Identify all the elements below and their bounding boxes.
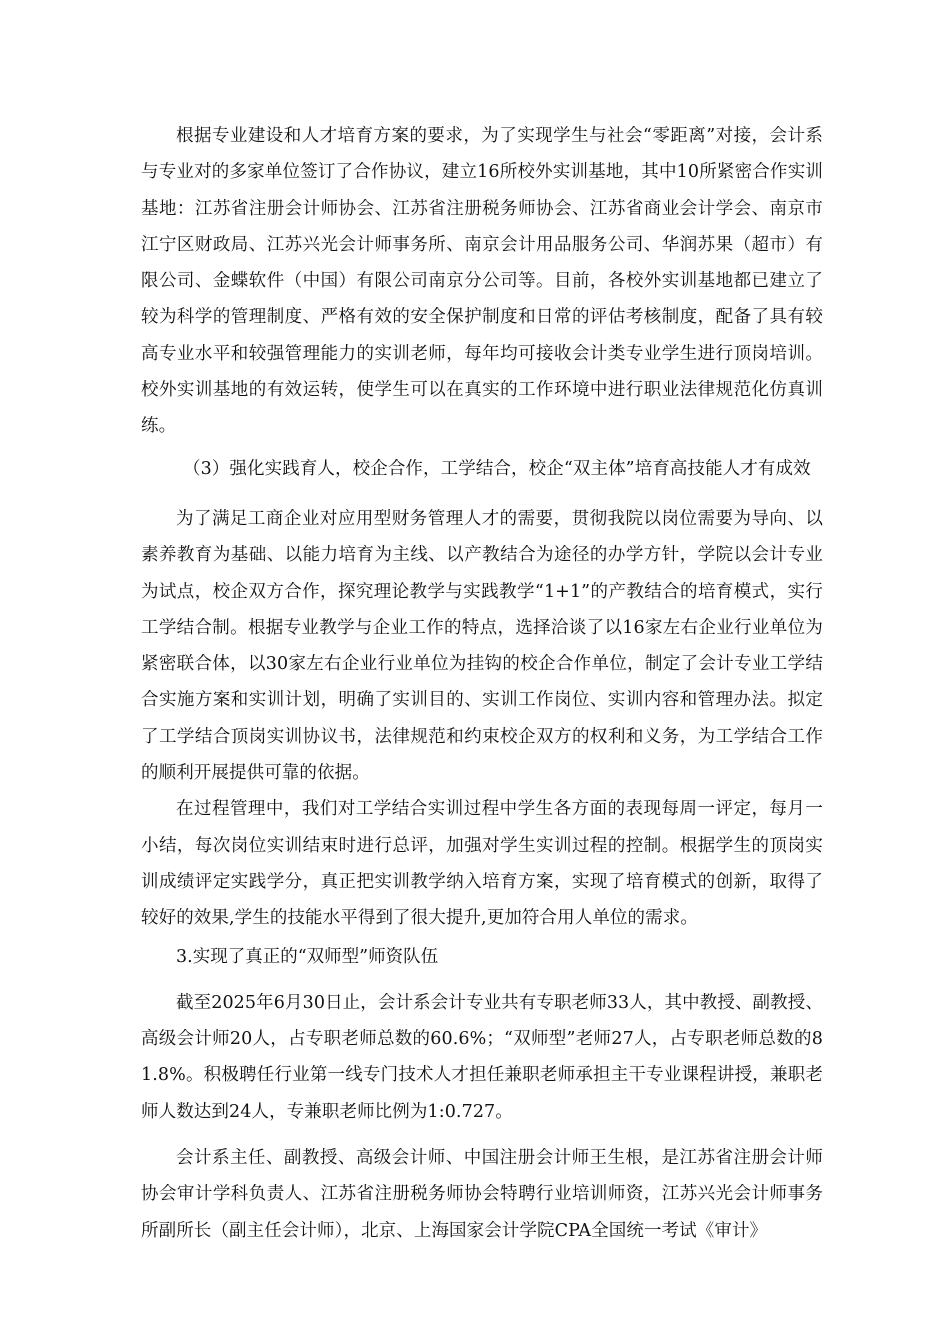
section-heading-teachers: 3.实现了真正的“双师型”师资队伍: [176, 946, 439, 967]
paragraph-school-enterprise: 为了满足工商企业对应用型财务管理人才的需要，贯彻我院以岗位需要为导向、以素养教育为基础、以能力培育为主线、以产教结合为途径的办学方针，学院以会计专业为试点，校企双方合作，探究理论教学与实践教学“1+1”的产教结合的培育模式，实行工学结合制。根据专业教学与企业工作的特点，选择洽谈了以16家左右企业行业单位为紧密联合体，以30家左右企业行业单位为挂钩的校企合作单位，制定了会计专业工学结合实施方案和实训计划，明确了实训目的、实训工作岗位、实训内容和管理办法。拟定了工学结合顶岗实训协议书，法律规范和约束校企双方的权利和义务，为工学结合工作的顺利开展提供可靠的依据。: [141, 508, 823, 784]
paragraph-training-bases: 根据专业建设和人才培育方案的要求，为了实现学生与社会“零距离”对接，会计系与专业对的多家单位签订了合作协议，建立16所校外实训基地，其中10所紧密合作实训基地：江苏省注册会计师协会、江苏省注册税务师协会、江苏省商业会计学会、南京市江宁区财政局、江苏兴光会计师事务所、南京会计用品服务公司、华润苏果（超市）有限公司、金蝶软件（中国）有限公司南京分公司等。目前，各校外实训基地都已建立了较为科学的管理制度、严格有效的安全保护制度和日常的评估考核制度，配备了具有较高专业水平和较强管理能力的实训老师，每年均可接收会计类专业学生进行顶岗培训。校外实训基地的有效运转，使学生可以在真实的工作环境中进行职业法律规范化仿真训练。: [141, 126, 823, 437]
paragraph-process-management: 在过程管理中，我们对工学结合实训过程中学生各方面的表现每周一评定，每月一小结，每次岗位实训结束时进行总评，加强对学生实训过程的控制。根据学生的顶岗实训成绩评定实践学分，真正把实训教学纳入培育方案，实现了培育模式的创新，取得了较好的效果,学生的技能水平得到了很大提升,更加符合用人单位的需求。: [141, 799, 823, 929]
paragraph-teacher-stats: 截至2025年6月30日止，会计系会计专业共有专职老师33人，其中教授、副教授、高级会计师20人，占专职老师总数的60.6%；“双师型”老师27人，占专职老师总数的81.8%。积极聘任行业第一线专门技术人才担任兼职老师承担主干专业课程讲授，兼职老师人数达到24人，专兼职老师比例为1:0.727。: [141, 992, 823, 1122]
paragraph-department-head: 会计系主任、副教授、高级会计师、中国注册会计师王生根，是江苏省注册会计师协会审计学科负责人、江苏省注册税务师协会特聘行业培训师资，江苏兴光会计师事务所副所长（副主任会计师），北京、上海国家会计学院CPA全国统一考试《审计》: [141, 1148, 823, 1241]
document-body: [141, 118, 823, 1249]
section-heading-practice: （3）强化实践育人，校企合作，工学结合，校企“双主体”培育高技能人才有成效: [183, 458, 811, 479]
